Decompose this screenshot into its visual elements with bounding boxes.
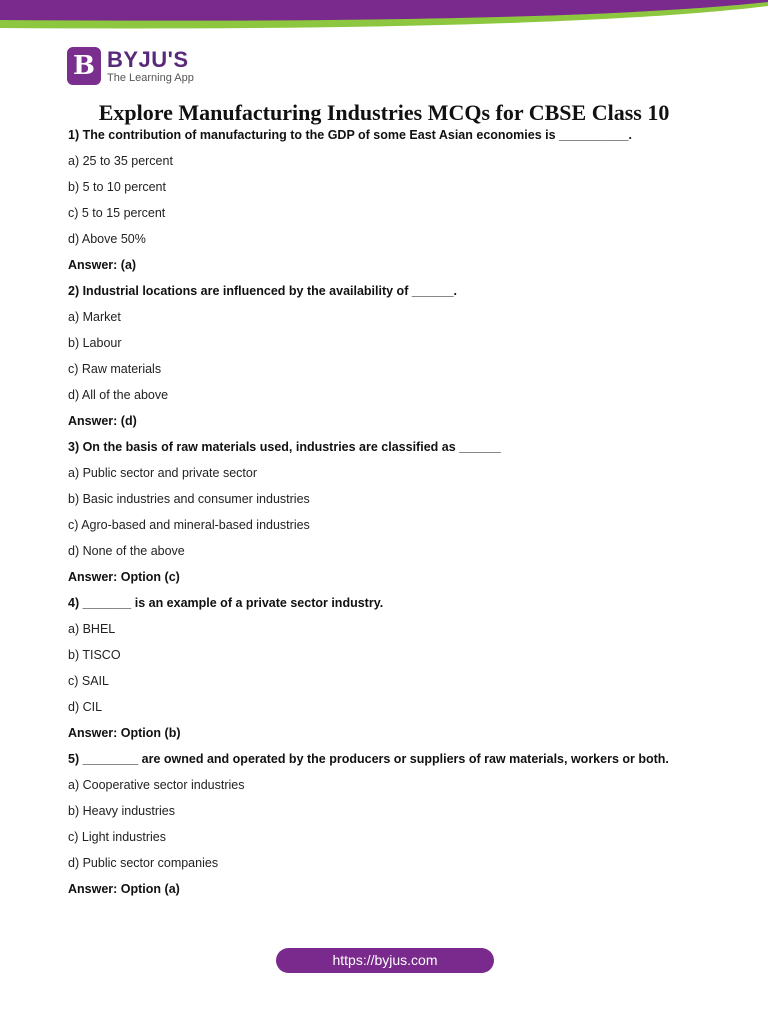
- q3-option-a: a) Public sector and private sector: [68, 466, 257, 480]
- question-5: 5) ________ are owned and operated by the producers or suppliers of raw materials, workers or both.: [68, 752, 669, 766]
- q1-option-c: c) 5 to 15 percent: [68, 206, 166, 220]
- question-4: 4) _______ is an example of a private sector industry.: [68, 596, 384, 610]
- q4-option-a: a) BHEL: [68, 622, 116, 636]
- q2-answer: Answer: (d): [68, 414, 137, 428]
- byjus-logo: [67, 46, 194, 86]
- q5-answer: Answer: Option (a): [68, 882, 180, 896]
- q1-option-a: a) 25 to 35 percent: [68, 154, 173, 168]
- q4-option-c: c) SAIL: [68, 674, 109, 688]
- q4-option-b: b) TISCO: [68, 648, 121, 662]
- q4-option-d: d) CIL: [68, 700, 103, 714]
- question-3: 3) On the basis of raw materials used, industries are classified as ______: [68, 440, 501, 454]
- question-1: 1) The contribution of manufacturing to the GDP of some East Asian economies is __________.: [68, 128, 633, 142]
- q2-option-c: c) Raw materials: [68, 362, 162, 376]
- logo-tagline: The Learning App: [107, 71, 194, 84]
- footer-url-link[interactable]: https://byjus.com: [276, 948, 494, 973]
- q3-option-b: b) Basic industries and consumer industries: [68, 492, 310, 506]
- page-title: Explore Manufacturing Industries MCQs for CBSE Class 10: [98, 100, 670, 125]
- q4-answer: Answer: Option (b): [68, 726, 181, 740]
- logo-name: BYJU'S: [107, 46, 189, 72]
- q2-option-d: d) All of the above: [68, 388, 169, 402]
- q3-answer: Answer: Option (c): [68, 570, 180, 584]
- q1-answer: Answer: (a): [68, 258, 137, 272]
- question-2: 2) Industrial locations are influenced by the availability of ______.: [68, 284, 458, 298]
- q5-option-d: d) Public sector companies: [68, 856, 219, 870]
- q5-option-b: b) Heavy industries: [68, 804, 175, 818]
- mcq-list: [68, 126, 728, 906]
- q2-option-a: a) Market: [68, 310, 121, 324]
- q1-option-d: d) Above 50%: [68, 232, 146, 246]
- q1-option-b: b) 5 to 10 percent: [68, 180, 166, 194]
- q3-option-c: c) Agro-based and mineral-based industries: [68, 518, 310, 532]
- q5-option-c: c) Light industries: [68, 830, 166, 844]
- logo-badge: B: [67, 47, 101, 85]
- q5-option-a: a) Cooperative sector industries: [68, 778, 245, 792]
- q2-option-b: b) Labour: [68, 336, 122, 350]
- header-banner: [0, 0, 768, 30]
- q3-option-d: d) None of the above: [68, 544, 185, 558]
